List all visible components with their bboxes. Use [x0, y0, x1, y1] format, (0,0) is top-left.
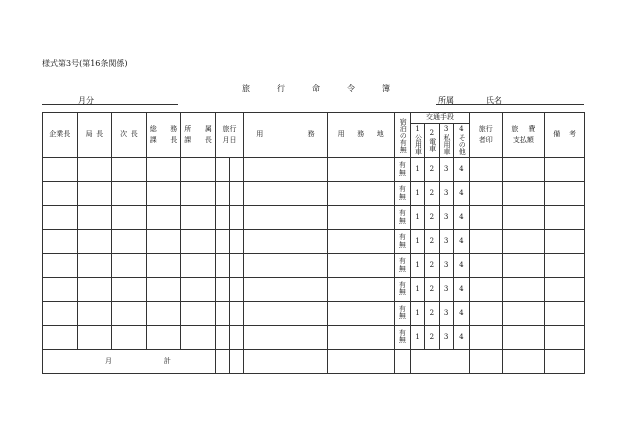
cell-kotsu-2[interactable] [425, 158, 439, 182]
col-shukuhaku: 宿泊の有無 [394, 113, 410, 158]
cell-biko[interactable] [545, 182, 585, 206]
cell-kotsu-3[interactable] [439, 230, 453, 254]
cell-shukuhaku[interactable] [394, 254, 410, 278]
cell-ryokousha-in[interactable] [470, 182, 503, 206]
total-cell[interactable] [470, 349, 503, 373]
yes-option[interactable]: 有 [398, 233, 406, 242]
cell-travel-month[interactable] [215, 158, 229, 182]
cell-somu[interactable] [146, 277, 181, 301]
cell-ryohi[interactable] [502, 206, 545, 230]
col-ryokousha-in: 旅行 者印 [470, 113, 503, 158]
cell-yomu[interactable] [244, 277, 327, 301]
cell-somu[interactable] [146, 301, 181, 325]
cell-yomuchi[interactable] [327, 301, 394, 325]
cell-somu[interactable] [146, 254, 181, 278]
kotsu-option-1[interactable]: 1 [415, 284, 420, 293]
kotsu-option-1[interactable]: 1 [415, 308, 420, 317]
cell-yomu[interactable] [244, 325, 327, 349]
cell-kyokucho[interactable] [77, 325, 112, 349]
title-char: 旅 [242, 84, 250, 93]
cell-travel-day[interactable] [230, 325, 244, 349]
cell-kotsu-1[interactable] [411, 277, 425, 301]
cell-kotsu-1[interactable] [411, 325, 425, 349]
kotsu-option-2[interactable]: 2 [429, 212, 435, 221]
cell-yomu[interactable] [244, 206, 327, 230]
cell-travel-month[interactable] [215, 254, 229, 278]
cell-biko[interactable] [545, 230, 585, 254]
kotsu-option-3[interactable]: 3 [443, 332, 449, 341]
cell-yomuchi[interactable] [327, 277, 394, 301]
kotsu-option-2[interactable]: 2 [429, 164, 435, 173]
col-yomu: 用 務 [244, 113, 327, 158]
cell-ryokousha-in[interactable] [470, 325, 503, 349]
cell-biko[interactable] [545, 301, 585, 325]
col-ryohi-shiharai: 旅 費 支払額 [502, 113, 545, 158]
table-row [43, 158, 585, 182]
cell-biko[interactable] [545, 325, 585, 349]
col-biko: 備 考 [545, 113, 585, 158]
kotsu-option-3[interactable]: 3 [443, 260, 449, 269]
cell-travel-day[interactable] [230, 277, 244, 301]
cell-ryohi[interactable] [502, 254, 545, 278]
kotsu-option-4[interactable]: 4 [459, 260, 464, 269]
cell-kotsu-3[interactable] [439, 277, 453, 301]
cell-jicho[interactable] [112, 158, 147, 182]
cell-kyokucho[interactable] [77, 277, 112, 301]
col-kigyocho: 企業長 [43, 113, 78, 158]
kotsu-option-4[interactable]: 4 [459, 308, 464, 317]
col-jicho: 次 長 [112, 113, 147, 158]
cell-shozoku[interactable] [181, 158, 216, 182]
kotsu-option-1[interactable]: 1 [415, 236, 420, 245]
title-char: 行 [277, 84, 285, 93]
cell-yomu[interactable] [244, 254, 327, 278]
cell-ryokousha-in[interactable] [470, 158, 503, 182]
cell-shozoku[interactable] [181, 325, 216, 349]
kotsu-option-2[interactable]: 2 [429, 260, 435, 269]
cell-kotsu-4[interactable] [453, 325, 469, 349]
kotsu-option-2[interactable]: 2 [429, 284, 435, 293]
total-cell[interactable] [394, 349, 410, 373]
cell-ryohi[interactable] [502, 158, 545, 182]
total-cell[interactable] [545, 349, 585, 373]
col-kotsu-header: 交通手段 [411, 113, 470, 124]
cell-yomu[interactable] [244, 158, 327, 182]
cell-kotsu-3[interactable] [439, 158, 453, 182]
cell-ryohi[interactable] [502, 301, 545, 325]
col-kotsu-3: 3 私用車 [439, 124, 453, 158]
no-option[interactable]: 無 [398, 312, 406, 321]
cell-shozoku[interactable] [181, 277, 216, 301]
kotsu-option-4[interactable]: 4 [459, 188, 464, 197]
cell-travel-month[interactable] [215, 301, 229, 325]
kotsu-option-3[interactable]: 3 [443, 212, 449, 221]
cell-somu[interactable] [146, 158, 181, 182]
col-travel-date: 旅行 月日 [215, 113, 243, 158]
cell-kotsu-1[interactable] [411, 206, 425, 230]
cell-kotsu-2[interactable] [425, 277, 439, 301]
cell-travel-month[interactable] [215, 182, 229, 206]
cell-kigyocho[interactable] [43, 182, 78, 206]
cell-kotsu-3[interactable] [439, 254, 453, 278]
cell-kyokucho[interactable] [77, 254, 112, 278]
cell-kyokucho[interactable] [77, 301, 112, 325]
cell-travel-day[interactable] [230, 254, 244, 278]
kotsu-option-2[interactable]: 2 [429, 236, 435, 245]
cell-travel-day[interactable] [230, 182, 244, 206]
title-char: 令 [347, 84, 355, 93]
cell-ryokousha-in[interactable] [470, 301, 503, 325]
no-option[interactable]: 無 [398, 216, 406, 225]
cell-ryokousha-in[interactable] [470, 206, 503, 230]
kotsu-option-3[interactable]: 3 [443, 236, 449, 245]
cell-kotsu-4[interactable] [453, 277, 469, 301]
cell-kotsu-1[interactable] [411, 158, 425, 182]
yes-option[interactable]: 有 [398, 209, 406, 218]
cell-yomu[interactable] [244, 182, 327, 206]
cell-biko[interactable] [545, 206, 585, 230]
kotsu-option-3[interactable]: 3 [443, 284, 449, 293]
cell-kigyocho[interactable] [43, 277, 78, 301]
yes-option[interactable]: 有 [398, 161, 406, 170]
no-option[interactable]: 無 [398, 240, 406, 249]
cell-travel-day[interactable] [230, 206, 244, 230]
cell-biko[interactable] [545, 254, 585, 278]
total-cell[interactable] [327, 349, 394, 373]
cell-jicho[interactable] [112, 254, 147, 278]
kotsu-option-3[interactable]: 3 [443, 188, 449, 197]
kotsu-option-2[interactable]: 2 [429, 188, 435, 197]
table-row [43, 206, 585, 230]
cell-shozoku[interactable] [181, 230, 216, 254]
cell-jicho[interactable] [112, 206, 147, 230]
cell-shozoku[interactable] [181, 206, 216, 230]
kotsu-option-4[interactable]: 4 [459, 212, 464, 221]
cell-kyokucho[interactable] [77, 182, 112, 206]
total-cell[interactable] [411, 349, 470, 373]
cell-kotsu-4[interactable] [453, 206, 469, 230]
cell-kotsu-2[interactable] [425, 325, 439, 349]
cell-travel-day[interactable] [230, 158, 244, 182]
cell-travel-month[interactable] [215, 230, 229, 254]
cell-yomuchi[interactable] [327, 182, 394, 206]
cell-jicho[interactable] [112, 277, 147, 301]
dept-name-field[interactable] [436, 95, 584, 105]
cell-jicho[interactable] [112, 325, 147, 349]
cell-kotsu-2[interactable] [425, 206, 439, 230]
kotsu-option-1[interactable]: 1 [415, 164, 420, 173]
cell-shukuhaku[interactable] [394, 206, 410, 230]
dept-label: 所属 [438, 96, 454, 105]
kotsu-option-1[interactable]: 1 [415, 188, 420, 197]
table-row [43, 325, 585, 349]
cell-biko[interactable] [545, 277, 585, 301]
yes-option[interactable]: 有 [398, 305, 406, 314]
cell-kotsu-4[interactable] [453, 158, 469, 182]
cell-kotsu-2[interactable] [425, 301, 439, 325]
total-cell[interactable] [244, 349, 327, 373]
cell-ryohi[interactable] [502, 182, 545, 206]
cell-kotsu-3[interactable] [439, 301, 453, 325]
col-kotsu-2: 2 電車 [425, 124, 439, 158]
cell-shozoku[interactable] [181, 301, 216, 325]
cell-kotsu-1[interactable] [411, 230, 425, 254]
cell-kyokucho[interactable] [77, 158, 112, 182]
kotsu-option-2[interactable]: 2 [429, 332, 435, 341]
cell-travel-month[interactable] [215, 277, 229, 301]
kotsu-option-1[interactable]: 1 [415, 332, 420, 341]
cell-shukuhaku[interactable] [394, 182, 410, 206]
cell-shozoku[interactable] [181, 254, 216, 278]
cell-kigyocho[interactable] [43, 230, 78, 254]
kotsu-option-3[interactable]: 3 [443, 308, 449, 317]
table-row [43, 301, 585, 325]
cell-ryohi[interactable] [502, 277, 545, 301]
cell-kotsu-4[interactable] [453, 230, 469, 254]
cell-yomu[interactable] [244, 301, 327, 325]
cell-ryokousha-in[interactable] [470, 230, 503, 254]
cell-somu[interactable] [146, 230, 181, 254]
kotsu-option-1[interactable]: 1 [415, 260, 420, 269]
name-label: 氏名 [486, 96, 502, 105]
table-row [43, 230, 585, 254]
cell-shukuhaku[interactable] [394, 277, 410, 301]
yes-option[interactable]: 有 [398, 329, 406, 337]
cell-jicho[interactable] [112, 182, 147, 206]
yes-option[interactable]: 有 [398, 185, 406, 194]
table-row [43, 182, 585, 206]
no-option[interactable]: 無 [398, 264, 406, 273]
table-row [43, 277, 585, 301]
cell-yomuchi[interactable] [327, 230, 394, 254]
cell-yomu[interactable] [244, 230, 327, 254]
no-option[interactable]: 無 [398, 336, 406, 345]
no-option[interactable]: 無 [398, 192, 406, 201]
total-cell[interactable] [230, 349, 244, 373]
cell-kigyocho[interactable] [43, 254, 78, 278]
col-shozoku-kacho: 所 属 課 長 [181, 113, 216, 158]
document-title [242, 83, 390, 94]
cell-shozoku[interactable] [181, 182, 216, 206]
cell-kotsu-2[interactable] [425, 230, 439, 254]
monthly-total-label: 月 計 [43, 349, 216, 373]
cell-biko[interactable] [545, 158, 585, 182]
no-option[interactable]: 無 [398, 288, 406, 297]
cell-ryokousha-in[interactable] [470, 254, 503, 278]
month-field[interactable] [42, 95, 178, 105]
cell-kotsu-2[interactable] [425, 254, 439, 278]
cell-jicho[interactable] [112, 301, 147, 325]
cell-travel-month[interactable] [215, 206, 229, 230]
no-option[interactable]: 無 [398, 168, 406, 177]
cell-shukuhaku[interactable] [394, 301, 410, 325]
col-kotsu-4: 4 その他 [453, 124, 469, 158]
kotsu-option-4[interactable]: 4 [459, 236, 464, 245]
cell-kotsu-1[interactable] [411, 182, 425, 206]
cell-yomuchi[interactable] [327, 206, 394, 230]
cell-travel-month[interactable] [215, 325, 229, 349]
travel-order-table [42, 112, 585, 374]
cell-kotsu-3[interactable] [439, 182, 453, 206]
cell-ryohi[interactable] [502, 230, 545, 254]
cell-kotsu-4[interactable] [453, 301, 469, 325]
cell-shukuhaku[interactable] [394, 158, 410, 182]
yes-option[interactable]: 有 [398, 281, 406, 290]
total-cell[interactable] [502, 349, 545, 373]
kotsu-option-2[interactable]: 2 [429, 308, 435, 317]
kotsu-option-1[interactable]: 1 [415, 212, 420, 221]
month-label: 月分 [78, 96, 94, 105]
total-cell[interactable] [215, 349, 229, 373]
cell-kotsu-1[interactable] [411, 301, 425, 325]
title-char: 命 [312, 84, 320, 93]
kotsu-option-4[interactable]: 4 [459, 284, 464, 293]
title-char: 簿 [382, 84, 390, 93]
cell-somu[interactable] [146, 325, 181, 349]
cell-yomuchi[interactable] [327, 158, 394, 182]
cell-yomuchi[interactable] [327, 325, 394, 349]
cell-kyokucho[interactable] [77, 230, 112, 254]
table-row [43, 254, 585, 278]
cell-kotsu-2[interactable] [425, 182, 439, 206]
cell-kotsu-1[interactable] [411, 254, 425, 278]
cell-kigyocho[interactable] [43, 301, 78, 325]
cell-ryokousha-in[interactable] [470, 277, 503, 301]
kotsu-option-4[interactable]: 4 [459, 332, 464, 341]
cell-shukuhaku[interactable] [394, 230, 410, 254]
cell-kotsu-3[interactable] [439, 325, 453, 349]
col-yomuchi: 用 務 地 [327, 113, 394, 158]
col-somu-kacho: 総 務 課 長 [146, 113, 181, 158]
form-number-label: 様式第3号(第16条関係) [42, 59, 128, 68]
cell-kigyocho[interactable] [43, 158, 78, 182]
cell-kyokucho[interactable] [77, 206, 112, 230]
cell-somu[interactable] [146, 182, 181, 206]
cell-kotsu-4[interactable] [453, 254, 469, 278]
cell-kigyocho[interactable] [43, 206, 78, 230]
cell-yomuchi[interactable] [327, 254, 394, 278]
cell-kotsu-3[interactable] [439, 206, 453, 230]
cell-kigyocho[interactable] [43, 325, 78, 349]
cell-kotsu-4[interactable] [453, 182, 469, 206]
cell-travel-day[interactable] [230, 230, 244, 254]
cell-ryohi[interactable] [502, 325, 545, 349]
yes-option[interactable]: 有 [398, 257, 406, 266]
kotsu-option-4[interactable]: 4 [459, 164, 464, 173]
cell-somu[interactable] [146, 206, 181, 230]
cell-jicho[interactable] [112, 230, 147, 254]
col-kyokucho: 局 長 [77, 113, 112, 158]
cell-shukuhaku[interactable] [394, 325, 410, 349]
col-kotsu-1: 1 公用車 [411, 124, 425, 158]
kotsu-option-3[interactable]: 3 [443, 164, 449, 173]
cell-travel-day[interactable] [230, 301, 244, 325]
